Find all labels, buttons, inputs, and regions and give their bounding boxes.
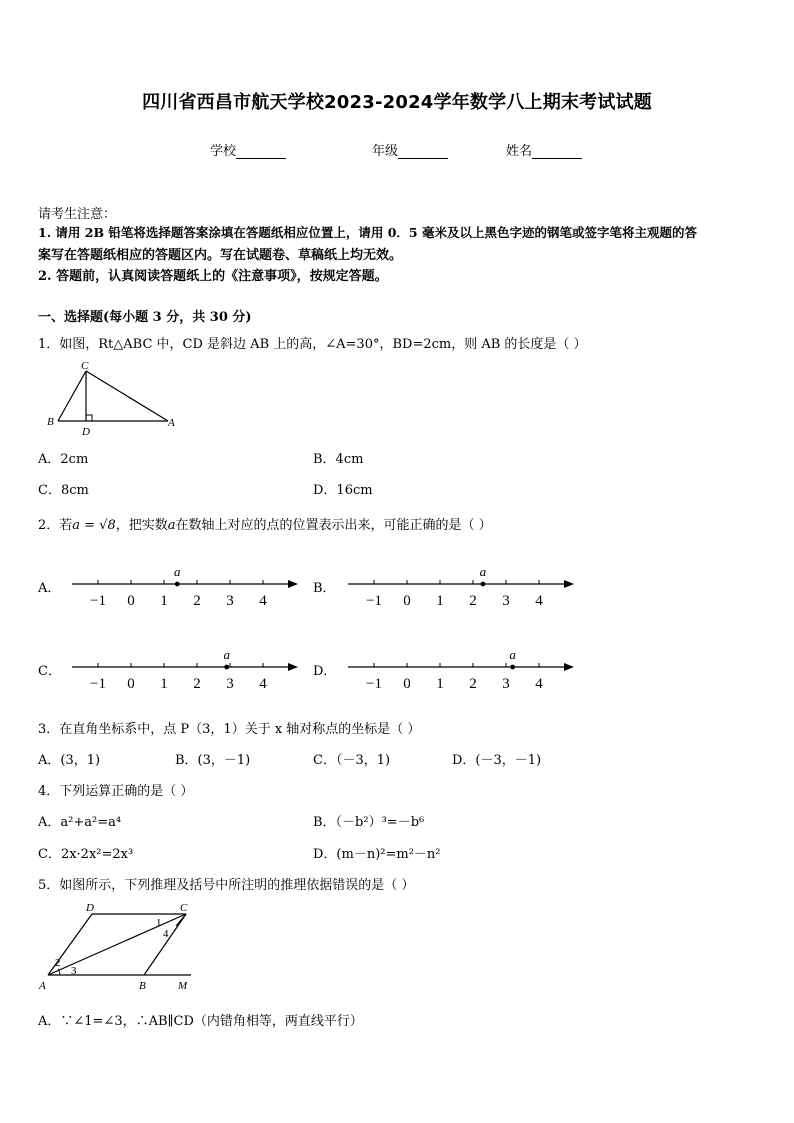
label-4: 4 bbox=[163, 928, 169, 940]
label-c: C bbox=[81, 360, 89, 372]
q3-stem: 3．在直角坐标系中，点 P（3，1）关于 x 轴对称点的坐标是（ ） bbox=[38, 722, 421, 737]
label-a: A bbox=[39, 980, 46, 992]
q2-option-a-label[interactable]: A． bbox=[38, 581, 61, 596]
tick-label: 2 bbox=[469, 593, 477, 609]
q2-option-c-label[interactable]: C． bbox=[38, 664, 61, 679]
notice-line-1: 1. 请用 2B 铅笔将选择题答案涂填在答题纸相应位置上，请用 0．5 毫米及以上黑色字迹的钢笔或签字笔将主观题的答 bbox=[38, 225, 697, 240]
q4-stem: 4．下列运算正确的是（ ） bbox=[38, 784, 194, 799]
label-d: D bbox=[82, 426, 90, 438]
q2-option-d-label[interactable]: D． bbox=[313, 664, 337, 679]
label-d: D bbox=[86, 902, 94, 914]
q5-option-a[interactable]: A．∵∠1=∠3，∴AB∥CD（内错角相等，两直线平行） bbox=[38, 1014, 363, 1029]
grade-label: 年级 bbox=[372, 144, 399, 159]
q4-option-b[interactable]: B．（－b²）³=－b⁶ bbox=[313, 815, 425, 830]
tick-label: 2 bbox=[193, 593, 201, 609]
axis-arrow bbox=[564, 580, 574, 588]
point-a bbox=[481, 582, 486, 587]
label-b: B bbox=[47, 416, 54, 428]
q5-stem: 5．如图所示，下列推理及括号中所注明的推理依据错误的是（ ） bbox=[38, 878, 415, 893]
side-bc bbox=[58, 371, 86, 421]
tick-label: 2 bbox=[193, 676, 201, 692]
q2-stem-pre: 2．若 bbox=[38, 518, 73, 533]
q2-number-line-a[interactable] bbox=[68, 562, 308, 610]
label-2: 2 bbox=[55, 957, 61, 969]
q2-number-line-b[interactable] bbox=[344, 562, 584, 610]
point-a-label: a bbox=[173, 564, 181, 579]
axis-arrow bbox=[564, 663, 574, 671]
grade-blank[interactable] bbox=[398, 146, 448, 159]
q1-stem: 1．如图，Rt△ABC 中，CD 是斜边 AB 上的高，∠A=30°，BD=2cm，则 AB 的长度是（ ） bbox=[38, 337, 587, 352]
q1-option-a[interactable]: A．2cm bbox=[38, 452, 89, 467]
tick-label: 1 bbox=[436, 593, 444, 609]
notice-line-1b: 案写在答题纸相应的答题区内。写在试题卷、草稿纸上均无效。 bbox=[38, 248, 403, 263]
tick-label: 1 bbox=[160, 593, 168, 609]
point-a bbox=[175, 582, 180, 587]
point-a-label: a bbox=[479, 564, 487, 579]
tick-label: 3 bbox=[502, 593, 510, 609]
tick-label: 0 bbox=[127, 676, 135, 692]
point-a-label: a bbox=[509, 647, 516, 662]
tick-label: −1 bbox=[366, 676, 382, 692]
tick-label: 0 bbox=[403, 593, 411, 609]
axis-arrow bbox=[288, 580, 298, 588]
tick-label: 1 bbox=[436, 676, 444, 692]
page-title: 四川省西昌市航天学校2023-2024学年数学八上期末考试试题 bbox=[142, 92, 652, 113]
q5-parallelogram-figure bbox=[36, 900, 206, 996]
q2-stem-post: ，把实数 bbox=[115, 518, 168, 533]
tick-label: 3 bbox=[226, 676, 234, 692]
tick-label: 4 bbox=[535, 676, 543, 692]
q4-option-a[interactable]: A．a²+a²=a⁴ bbox=[38, 815, 122, 830]
tick-label: 2 bbox=[469, 676, 477, 692]
point-a-label: a bbox=[223, 647, 230, 662]
tick-label: 0 bbox=[127, 593, 135, 609]
q1-option-c[interactable]: C．8cm bbox=[38, 483, 89, 498]
grade-field[interactable] bbox=[372, 140, 448, 159]
name-blank[interactable] bbox=[532, 146, 582, 159]
q2-stem-end: 在数轴上对应的点的位置表示出来，可能正确的是（ ） bbox=[175, 518, 492, 533]
q3-option-d[interactable]: D．(－3，－1) bbox=[452, 753, 542, 768]
label-3: 3 bbox=[71, 965, 77, 977]
tick-label: −1 bbox=[366, 593, 382, 609]
tick-label: 4 bbox=[259, 593, 267, 609]
axis-arrow bbox=[288, 663, 298, 671]
q1-triangle-figure bbox=[44, 358, 184, 436]
q3-option-c[interactable]: C．（－3，1) bbox=[313, 753, 391, 768]
point-a bbox=[510, 665, 515, 670]
q2-number-line-c[interactable] bbox=[68, 645, 308, 693]
right-angle-mark bbox=[86, 415, 92, 421]
q2-option-b-label[interactable]: B． bbox=[313, 581, 336, 596]
tick-label: 1 bbox=[160, 676, 168, 692]
q2-stem-var: a bbox=[167, 518, 176, 533]
q2-stem-expr: a = √8 bbox=[72, 518, 116, 533]
notice-heading: 请考生注意： bbox=[38, 207, 117, 222]
tick-label: 0 bbox=[403, 676, 411, 692]
tick-label: 3 bbox=[226, 593, 234, 609]
tick-label: 4 bbox=[259, 676, 267, 692]
side-ca bbox=[86, 371, 168, 421]
q1-option-b[interactable]: B．4cm bbox=[313, 452, 364, 467]
q1-option-d[interactable]: D．16cm bbox=[313, 483, 373, 498]
school-field[interactable] bbox=[210, 140, 286, 159]
school-label: 学校 bbox=[210, 144, 237, 159]
label-c: C bbox=[180, 902, 188, 914]
tick-label: −1 bbox=[90, 593, 106, 609]
point-a bbox=[224, 665, 229, 670]
name-field[interactable] bbox=[506, 140, 582, 159]
notice-line-2: 2. 答题前，认真阅读答题纸上的《注意事项》，按规定答题。 bbox=[38, 269, 388, 284]
label-1: 1 bbox=[156, 917, 162, 929]
tick-label: −1 bbox=[90, 676, 106, 692]
q4-option-d[interactable]: D．(m－n)²=m²－n² bbox=[313, 847, 441, 862]
q3-option-a[interactable]: A．(3，1) bbox=[38, 753, 101, 768]
tick-label: 4 bbox=[535, 593, 543, 609]
school-blank[interactable] bbox=[236, 146, 286, 159]
label-b: B bbox=[139, 980, 146, 992]
label-m: M bbox=[178, 980, 188, 992]
q4-option-c[interactable]: C．2x·2x²=2x³ bbox=[38, 847, 134, 862]
name-label: 姓名 bbox=[506, 144, 533, 159]
section-heading: 一、选择题(每小题 3 分，共 30 分) bbox=[38, 310, 252, 325]
label-a: A bbox=[168, 417, 175, 429]
q2-stem bbox=[38, 514, 492, 533]
q2-number-line-d[interactable] bbox=[344, 645, 584, 693]
q3-option-b[interactable]: B．(3，－1) bbox=[175, 753, 251, 768]
tick-label: 3 bbox=[502, 676, 510, 692]
